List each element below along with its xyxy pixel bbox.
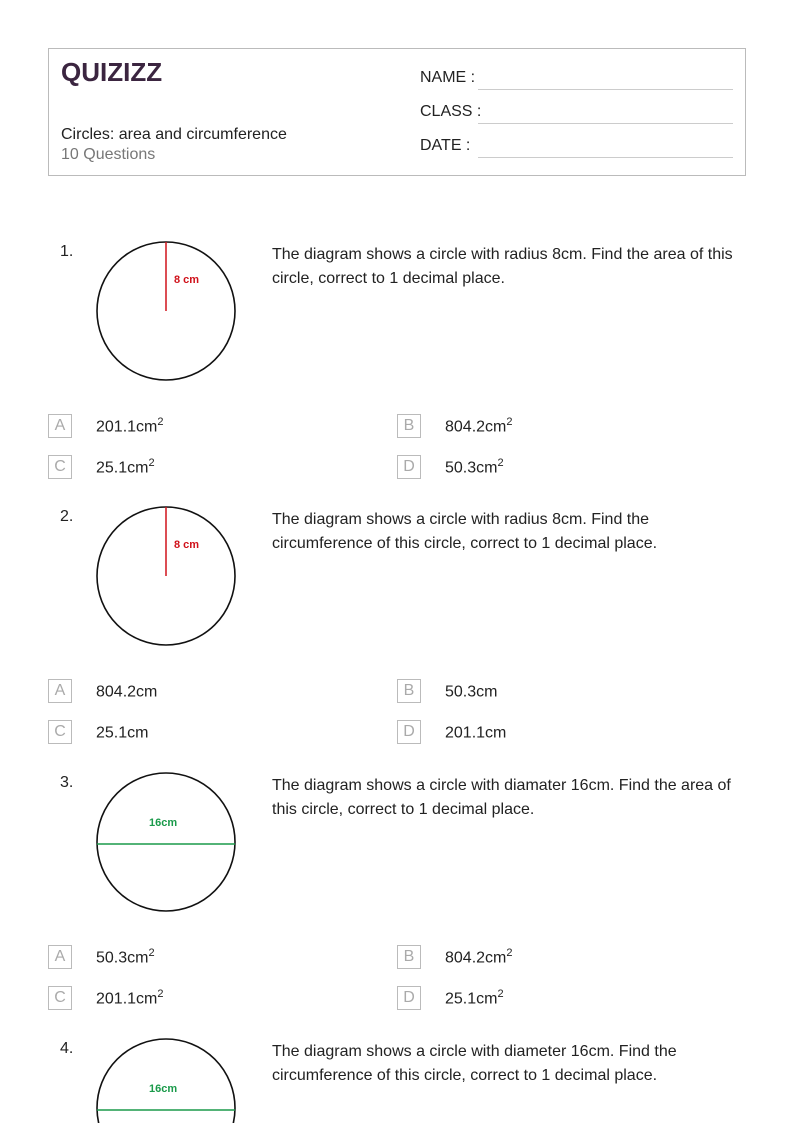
class-label: CLASS : — [420, 103, 482, 120]
diameter-label: 16cm — [149, 817, 178, 829]
question-number: 2. — [60, 508, 74, 525]
option-text — [96, 457, 155, 477]
question-number: 1. — [60, 243, 74, 260]
option-letter-box[interactable]: B — [397, 414, 421, 438]
option-text — [96, 988, 164, 1008]
option-exponent: 2 — [506, 416, 513, 428]
option-letter-box[interactable]: A — [48, 945, 72, 969]
option-text — [445, 988, 504, 1008]
option-exponent: 2 — [157, 988, 164, 1000]
option-letter-box[interactable]: D — [397, 720, 421, 744]
option-value: 50.3cm — [445, 459, 498, 477]
option-value: 25.1cm — [445, 990, 498, 1008]
option-letter-box[interactable]: A — [48, 414, 72, 438]
option-value: 50.3cm — [445, 683, 498, 701]
option-exponent: 2 — [497, 988, 504, 1000]
option-text — [445, 681, 497, 701]
worksheet-header — [48, 48, 746, 176]
option-letter-box[interactable]: C — [48, 986, 72, 1010]
option-exponent: 2 — [506, 947, 513, 959]
question-text: The diagram shows a circle with diamater 16cm. Find the area of this circle, correct to 1 decimal place. — [272, 777, 731, 818]
option-letter-box[interactable]: C — [48, 720, 72, 744]
date-line[interactable] — [478, 157, 733, 158]
circle-diameter-diagram — [94, 770, 238, 914]
option-value: 804.2cm — [445, 418, 507, 436]
question-count: 10 Questions — [61, 146, 156, 163]
option-letter-box[interactable]: D — [397, 986, 421, 1010]
option-letter-box[interactable]: A — [48, 679, 72, 703]
option-value: 201.1cm — [96, 990, 158, 1008]
option-text — [445, 947, 513, 967]
option-text — [96, 681, 157, 701]
option-text — [96, 947, 155, 967]
option-exponent: 2 — [148, 947, 155, 959]
question-number: 3. — [60, 774, 74, 791]
radius-label: 8 cm — [174, 274, 200, 286]
worksheet-title: Circles: area and circumference — [61, 126, 287, 143]
date-label: DATE : — [420, 137, 471, 154]
diameter-label: 16cm — [149, 1083, 178, 1095]
radius-label: 8 cm — [174, 539, 200, 551]
option-value: 201.1cm — [445, 724, 507, 742]
option-letter-box[interactable]: B — [397, 945, 421, 969]
option-letter-box[interactable]: B — [397, 679, 421, 703]
option-text — [96, 722, 148, 742]
question-number: 4. — [60, 1040, 74, 1057]
option-exponent: 2 — [157, 416, 164, 428]
circle-radius-diagram — [94, 504, 238, 648]
option-exponent: 2 — [497, 457, 504, 469]
circle-diameter-diagram — [94, 1036, 238, 1123]
option-value: 804.2cm — [96, 683, 158, 701]
option-text — [96, 416, 164, 436]
option-letter-box[interactable]: D — [397, 455, 421, 479]
option-text — [445, 722, 506, 742]
option-value: 25.1cm — [96, 459, 149, 477]
quizizz-logo: QUIZIZZ — [61, 57, 163, 87]
option-value: 25.1cm — [96, 724, 149, 742]
option-value: 50.3cm — [96, 949, 149, 967]
option-value: 804.2cm — [445, 949, 507, 967]
question-text: The diagram shows a circle with radius 8cm. Find the circumference of this circle, correct to 1 decimal place. — [272, 511, 658, 552]
option-letter-box[interactable]: C — [48, 455, 72, 479]
option-exponent: 2 — [148, 457, 155, 469]
circle-radius-diagram — [94, 239, 238, 383]
option-value: 201.1cm — [96, 418, 158, 436]
question-text: The diagram shows a circle with diameter 16cm. Find the circumference of this circle, correct to 1 decimal place. — [272, 1043, 677, 1084]
circle — [97, 773, 235, 911]
option-text — [445, 416, 513, 436]
class-line[interactable] — [478, 123, 733, 124]
question-text: The diagram shows a circle with radius 8cm. Find the area of this circle, correct to 1 decimal place. — [272, 246, 733, 287]
name-label: NAME : — [420, 69, 476, 86]
name-line[interactable] — [478, 89, 733, 90]
option-text — [445, 457, 504, 477]
